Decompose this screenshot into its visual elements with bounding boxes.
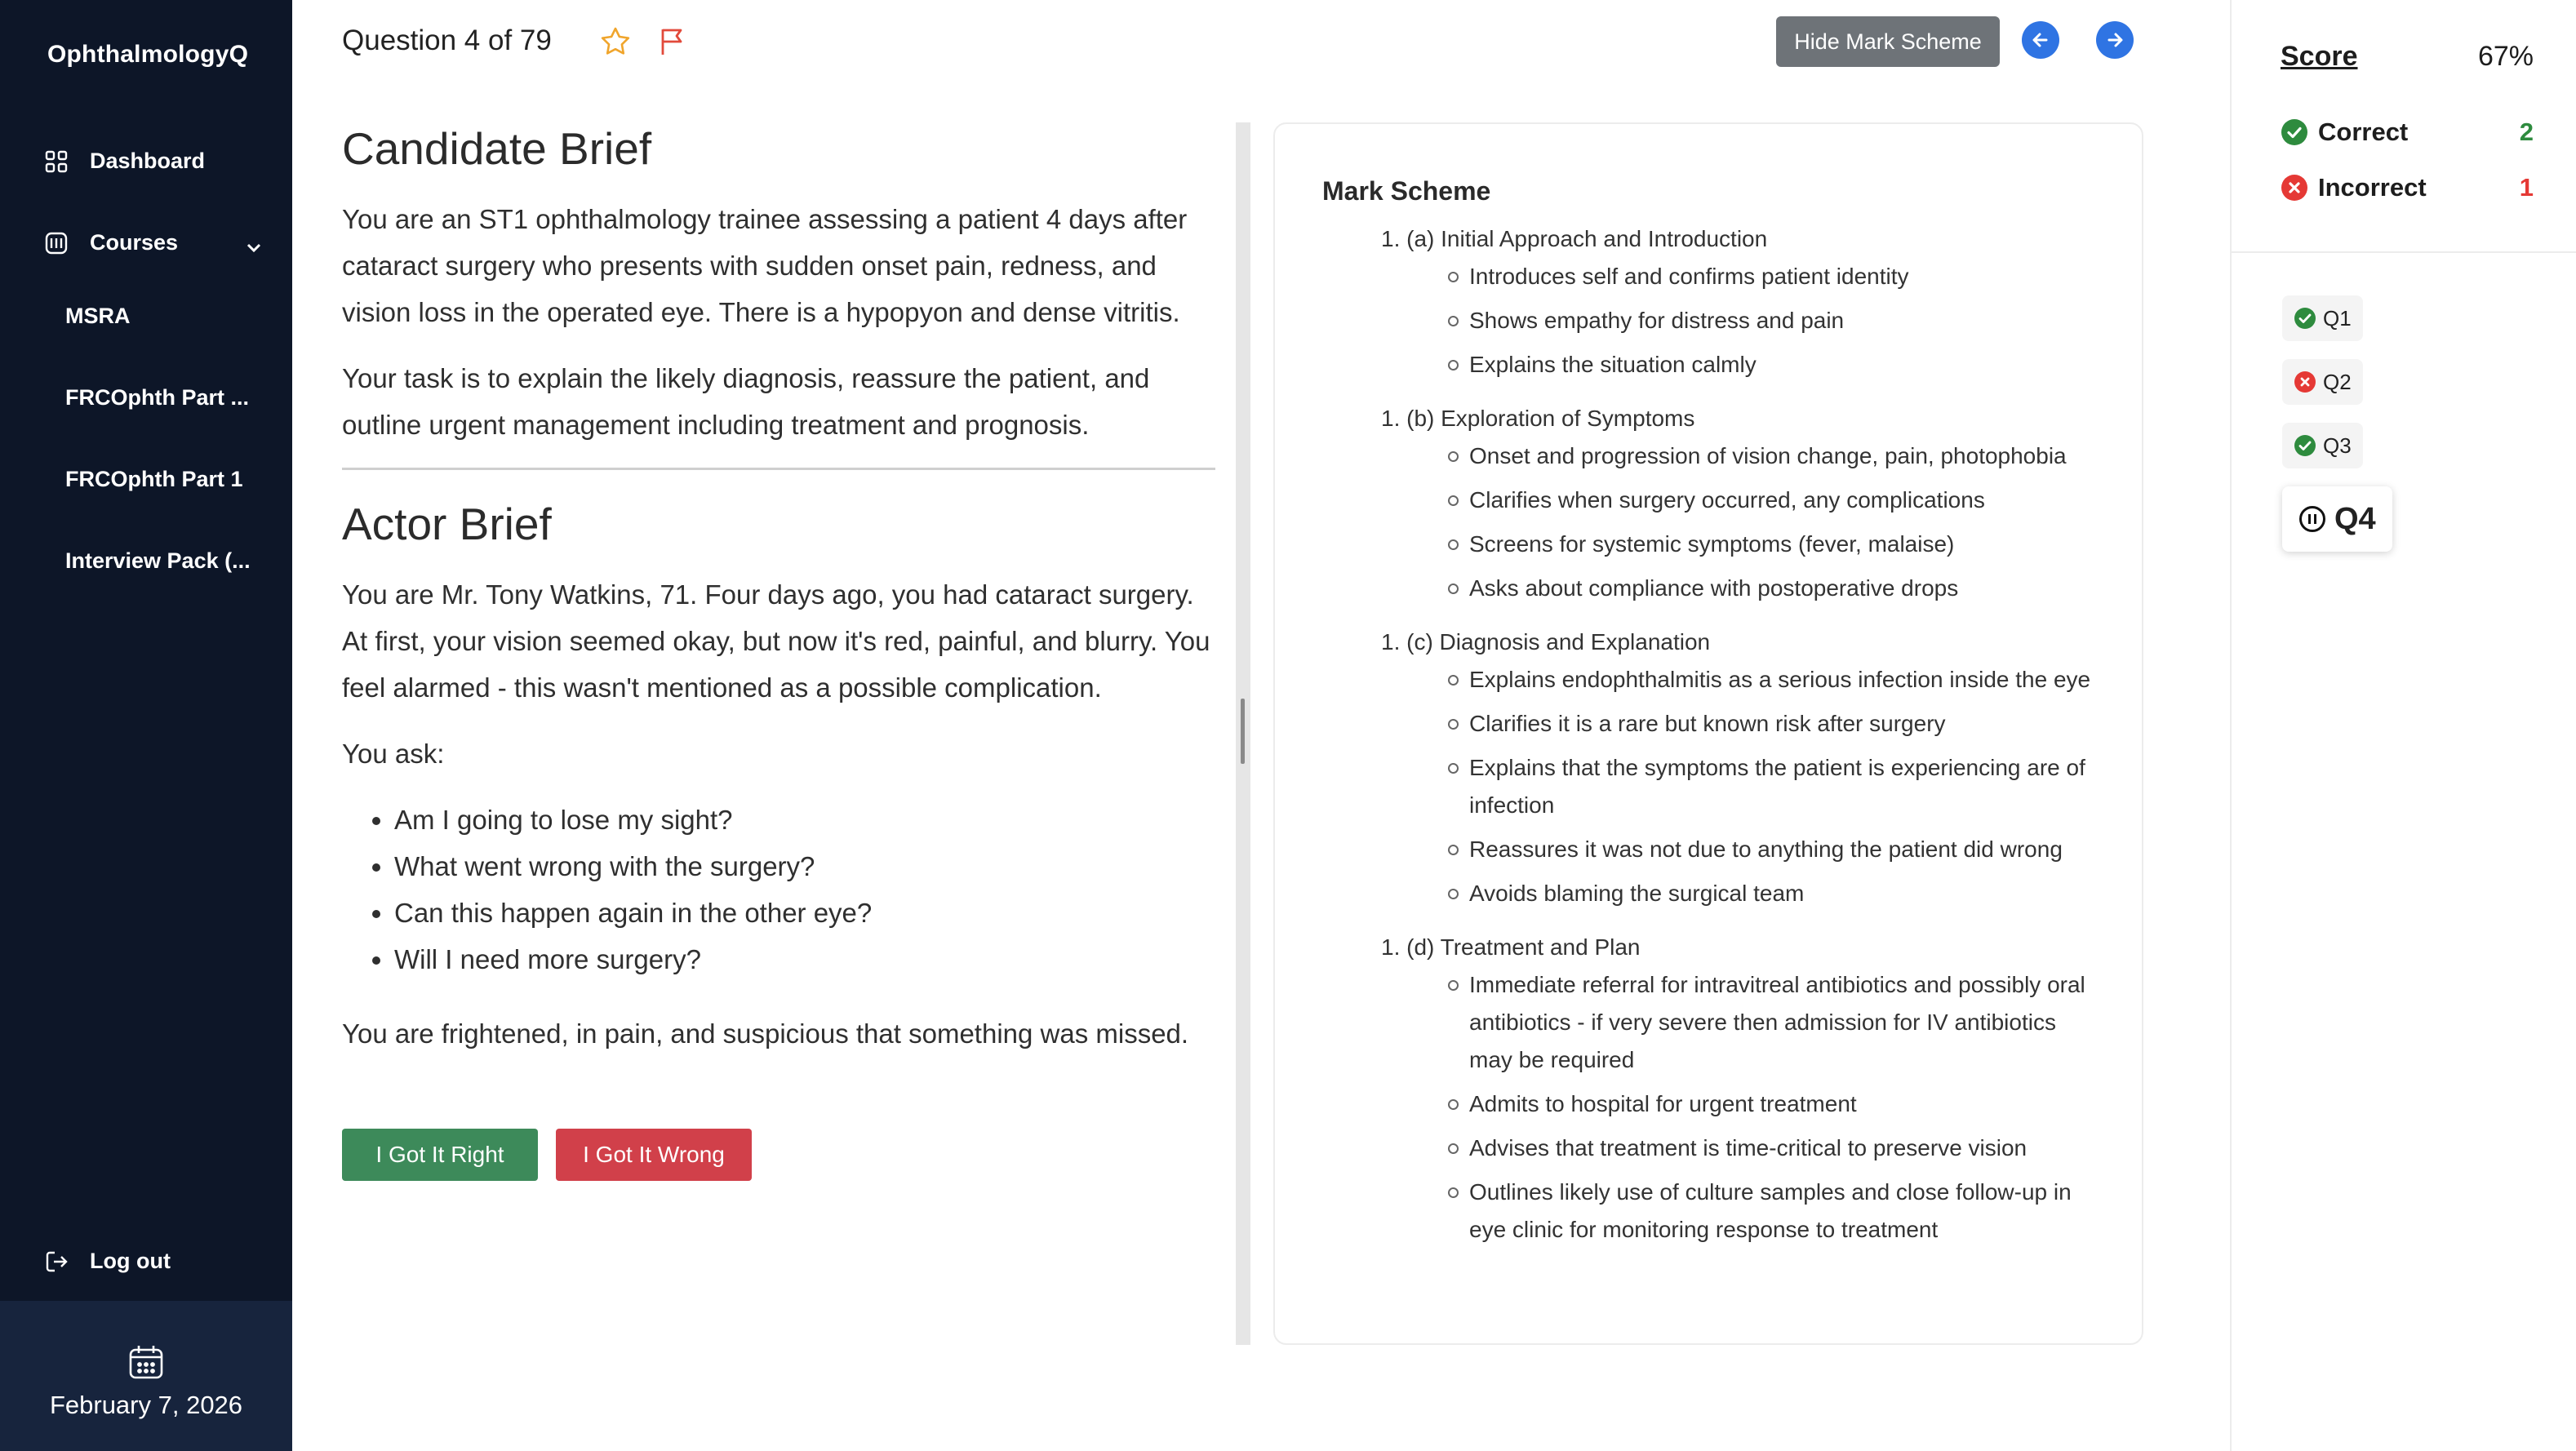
got-it-right-button[interactable]: I Got It Right bbox=[342, 1129, 538, 1181]
section-heading: 1. (b) Exploration of Symptoms bbox=[1381, 406, 1695, 431]
list-item: Avoids blaming the surgical team bbox=[1469, 875, 2099, 912]
chevron-down-icon[interactable] bbox=[245, 238, 263, 256]
correct-label: Correct bbox=[2318, 118, 2409, 146]
resize-handle[interactable] bbox=[1241, 699, 1245, 764]
brand-name[interactable]: OphthalmologyQ bbox=[47, 41, 249, 68]
actor-questions-list bbox=[394, 796, 1215, 983]
actor-brief-title: Actor Brief bbox=[342, 499, 552, 549]
mark-scheme-section bbox=[1381, 929, 2099, 1249]
x-circle-icon bbox=[2294, 371, 2316, 393]
self-assessment-buttons bbox=[342, 1129, 1215, 1181]
incorrect-count-row bbox=[2281, 173, 2534, 202]
got-it-wrong-button[interactable]: I Got It Wrong bbox=[556, 1129, 752, 1181]
mark-scheme-body bbox=[1381, 220, 2099, 1265]
mark-scheme-section bbox=[1381, 623, 2099, 912]
brief-content bbox=[342, 122, 1215, 1181]
mark-scheme-section bbox=[1381, 220, 2099, 384]
question-chip-label: Q3 bbox=[2323, 433, 2352, 458]
sidebar-item-label: Dashboard bbox=[90, 149, 206, 173]
mark-scheme-section bbox=[1381, 400, 2099, 607]
hide-mark-scheme-button[interactable]: Hide Mark Scheme bbox=[1776, 16, 2000, 67]
sidebar bbox=[0, 0, 292, 1451]
question-chip-q4[interactable] bbox=[2282, 486, 2392, 552]
list-item: • What went wrong with the surgery? bbox=[394, 843, 1215, 890]
list-item: Screens for systemic symptoms (fever, malaise) bbox=[1469, 526, 2099, 563]
section-heading: 1. (d) Treatment and Plan bbox=[1381, 934, 1641, 960]
list-item: Outlines likely use of culture samples and close follow-up in eye clinic for monitoring response to treatment bbox=[1469, 1174, 2099, 1249]
list-item: Introduces self and confirms patient identity bbox=[1469, 258, 2099, 295]
list-item: Explains the situation calmly bbox=[1469, 346, 2099, 384]
list-item: Explains that the symptoms the patient is experiencing are of infection bbox=[1469, 749, 2099, 824]
next-question-button[interactable] bbox=[2096, 21, 2134, 59]
check-circle-icon bbox=[2294, 434, 2316, 457]
list-item: Asks about compliance with postoperative drops bbox=[1469, 570, 2099, 607]
actor-ask-label: You ask: bbox=[342, 739, 445, 769]
arrow-left-icon bbox=[2030, 29, 2051, 51]
actor-brief-paragraph: You are Mr. Tony Watkins, 71. Four days ago, you had cataract surgery. At first, your vision seemed okay, but now it's red, painful, and blurry. You feel alarmed - this wasn't mentioned as a possible complication. bbox=[342, 579, 1210, 703]
mark-scheme-panel[interactable] bbox=[1273, 122, 2143, 1345]
sidebar-item-label: Courses bbox=[90, 230, 179, 255]
current-date: February 7, 2026 bbox=[49, 1391, 243, 1419]
courses-icon bbox=[44, 231, 69, 255]
sidebar-item-frcophth-part[interactable]: FRCOphth Part ... bbox=[65, 385, 249, 410]
mark-scheme-title: Mark Scheme bbox=[1322, 176, 1491, 206]
correct-count-row bbox=[2281, 118, 2534, 147]
list-item: Clarifies when surgery occurred, any complications bbox=[1469, 481, 2099, 519]
list-item: • Can this happen again in the other eye? bbox=[394, 890, 1215, 936]
section-heading: 1. (a) Initial Approach and Introduction bbox=[1381, 226, 1768, 251]
candidate-brief-title: Candidate Brief bbox=[342, 123, 652, 174]
list-item: Reassures it was not due to anything the patient did wrong bbox=[1469, 831, 2099, 868]
previous-question-button[interactable] bbox=[2022, 21, 2059, 59]
list-item: Advises that treatment is time-critical to preserve vision bbox=[1469, 1129, 2099, 1167]
logout-label: Log out bbox=[90, 1249, 171, 1273]
candidate-task-paragraph: Your task is to explain the likely diagnosis, reassure the patient, and outline urgent management including treatment and prognosis. bbox=[342, 363, 1150, 440]
list-item: Shows empathy for distress and pain bbox=[1469, 302, 2099, 339]
question-chip-label: Q2 bbox=[2323, 369, 2352, 394]
question-chip-q3[interactable] bbox=[2282, 423, 2363, 468]
list-item: Admits to hospital for urgent treatment bbox=[1469, 1085, 2099, 1123]
correct-count: 2 bbox=[2519, 118, 2534, 146]
sidebar-item-msra[interactable]: MSRA bbox=[65, 304, 131, 328]
list-item: Onset and progression of vision change, pain, photophobia bbox=[1469, 437, 2099, 475]
list-item: Immediate referral for intravitreal antibiotics and possibly oral antibiotics - if very severe then admission for IV antibiotics may be required bbox=[1469, 966, 2099, 1079]
sidebar-item-dashboard[interactable] bbox=[44, 149, 205, 174]
divider bbox=[342, 468, 1215, 470]
check-circle-icon bbox=[2294, 307, 2316, 330]
score-label: Score bbox=[2281, 41, 2358, 72]
score-panel bbox=[2230, 0, 2576, 1451]
question-counter: Question 4 of 79 bbox=[342, 24, 552, 56]
list-item: • Will I need more surgery? bbox=[394, 936, 1215, 983]
grid-icon bbox=[44, 149, 69, 174]
check-circle-icon bbox=[2281, 118, 2308, 146]
sidebar-item-frcophth-part-1[interactable]: FRCOphth Part 1 bbox=[65, 467, 243, 491]
sidebar-item-courses[interactable] bbox=[44, 230, 178, 255]
list-item: Clarifies it is a rare but known risk after surgery bbox=[1469, 705, 2099, 743]
question-chip-label: Q1 bbox=[2323, 305, 2352, 331]
calendar-icon bbox=[127, 1343, 165, 1381]
panel-resizer[interactable] bbox=[1236, 122, 1250, 1345]
list-item: • Am I going to lose my sight? bbox=[394, 796, 1215, 843]
sidebar-item-interview-pack[interactable]: Interview Pack (... bbox=[65, 548, 251, 573]
flag-icon[interactable] bbox=[658, 26, 687, 57]
incorrect-count: 1 bbox=[2519, 173, 2534, 202]
score-percent: 67% bbox=[2477, 41, 2534, 72]
candidate-brief-paragraph: You are an ST1 ophthalmology trainee assessing a patient 4 days after cataract surgery who presents with sudden onset pain, redness, and vision loss in the operated eye. There is a hypopyon and dense vitritis. bbox=[342, 204, 1188, 327]
logout-button[interactable] bbox=[44, 1249, 171, 1274]
logout-icon bbox=[44, 1249, 69, 1274]
incorrect-label: Incorrect bbox=[2318, 173, 2427, 202]
x-circle-icon bbox=[2281, 174, 2308, 202]
actor-closing-paragraph: You are frightened, in pain, and suspicious that something was missed. bbox=[342, 1018, 1189, 1049]
section-heading: 1. (c) Diagnosis and Explanation bbox=[1381, 629, 1711, 655]
pause-circle-icon bbox=[2298, 505, 2326, 533]
date-footer bbox=[0, 1301, 292, 1451]
star-icon[interactable] bbox=[600, 26, 631, 57]
question-chip-label: Q4 bbox=[2334, 501, 2376, 536]
question-chip-q1[interactable] bbox=[2282, 295, 2363, 341]
list-item: Explains endophthalmitis as a serious infection inside the eye bbox=[1469, 661, 2099, 699]
divider bbox=[2232, 251, 2576, 253]
arrow-right-icon bbox=[2104, 29, 2125, 51]
question-chip-q2[interactable] bbox=[2282, 359, 2363, 405]
